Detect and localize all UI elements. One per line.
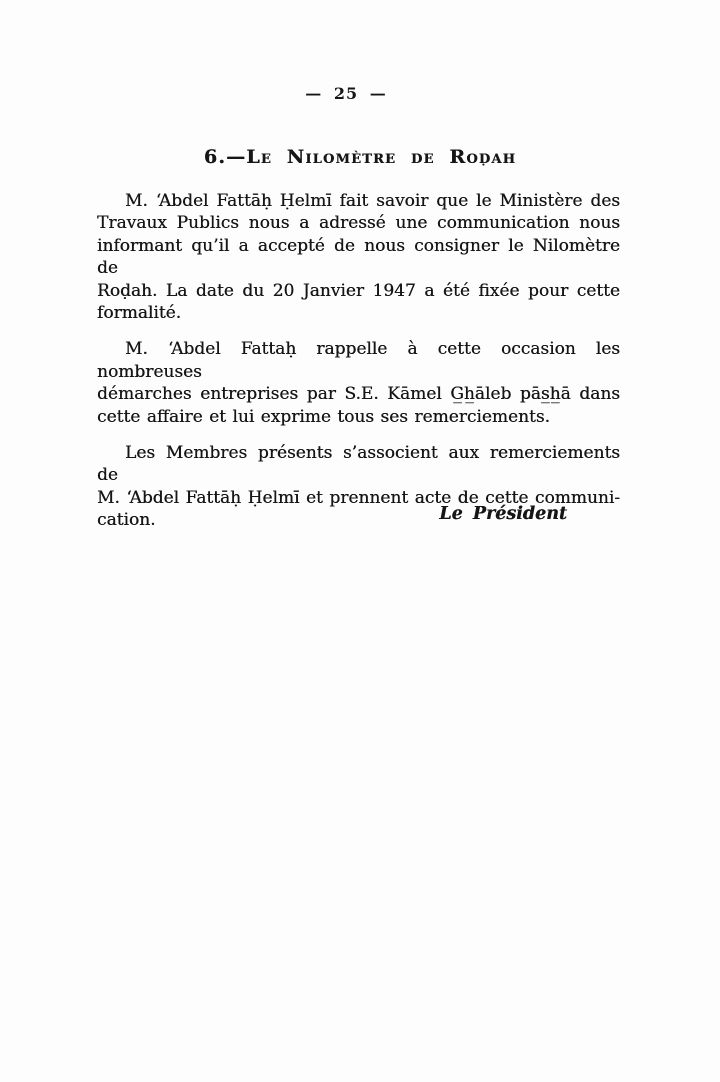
text-line: informant qu’il a accepté de nous consigner le Nilomètre de [97,235,620,279]
paragraph [97,338,620,428]
text-line: M. ‘Abdel Fattaḥ rappelle à cette occasion les nombreuses [97,339,620,382]
page-number: — 25 — [305,84,387,103]
signature-line: Le Président [439,504,567,524]
text-line: cation. [97,510,156,531]
text-line: Roḍah. La date du 20 Janvier 1947 a été fixée pour cette [97,280,620,301]
text-line: Les Membres présents s’associent aux remerciements de [97,443,620,486]
paragraph [97,190,620,324]
text-line: cette affaire et lui exprime tous ses remerciements. [97,406,550,427]
text-line: démarches entreprises par S.E. Kāmel G̲h̲āleb pās̲h̲ā dans [97,384,620,405]
section-heading: 6.—Le Nilomètre de Roḍah [203,146,517,168]
text-line: Travaux Publics nous a adressé une communication nous [97,213,620,234]
text-line: formalité. [97,303,182,324]
document-body [97,190,620,546]
text-line: M. ‘Abdel Fattāḥ Ḥelmī fait savoir que le Ministère des [125,191,620,211]
text-line: M. ‘Abdel Fattāḥ Ḥelmī et prennent acte de cette communi- [97,487,620,508]
